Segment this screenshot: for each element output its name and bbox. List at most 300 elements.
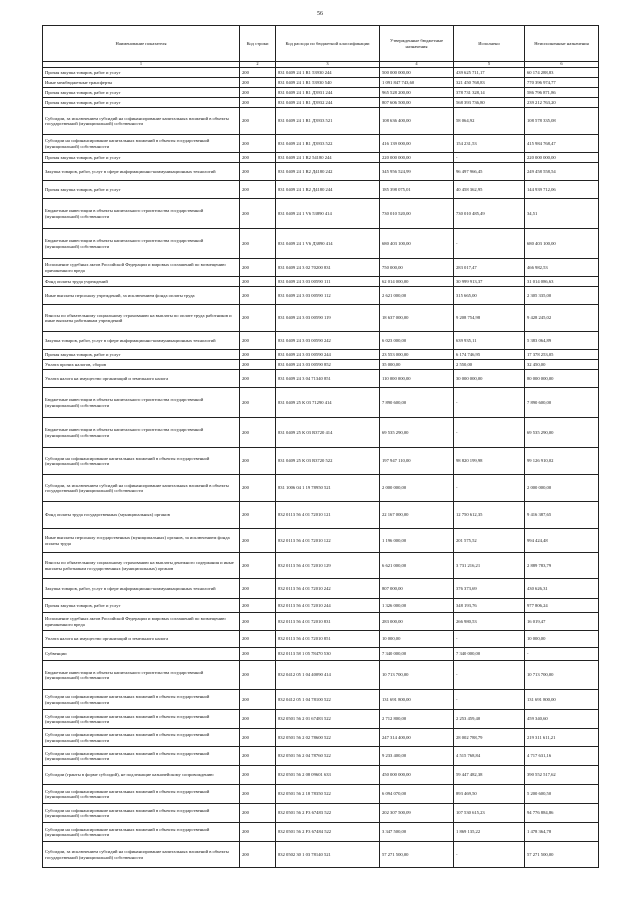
line-code-cell: 200 [240,388,276,418]
indicator-name-cell: Субсидии на софинансирование капитальных вложений в объекты государственной (муниципальной) собственности [43,448,240,475]
line-code-cell: 200 [240,88,276,98]
table-row [43,229,599,259]
expense-code-cell: 831 0409 24 1 R2 Д4180 244 [276,181,380,199]
table-row [43,287,599,305]
unexecuted-amount-cell: 2 889 783,79 [525,553,599,579]
indicator-name-cell: Бюджетные инвестиции в объекты капитального строительства государственной (муниципальной) собственности [43,418,240,448]
expense-code-cell: 831 0409 24 1 R2 Д4180 242 [276,163,380,181]
indicator-name-cell: Субсидии, за исключением субсидий на софинансирование капитальных вложений в объекты государственной (муниципальной) собственности [43,475,240,502]
executed-amount-cell: 12 750 612,35 [454,502,525,529]
line-code-cell: 200 [240,842,276,868]
table-row [43,690,599,710]
table-row [43,823,599,842]
line-code-cell: 200 [240,529,276,553]
approved-amount-cell: 283 000,00 [380,613,454,631]
indicator-name-cell: Субсидии на софинансирование капитальных вложений в объекты государственной (муниципальной) собственности [43,823,240,842]
expense-code-cell: 831 0409 24 3 03 00590 111 [276,277,380,287]
approved-amount-cell: 62 014 000,00 [380,277,454,287]
expense-code-cell: 831 0409 25 К 03 71290 414 [276,388,380,418]
unexecuted-amount-cell: 239 212 763,20 [525,98,599,108]
approved-amount-cell: 680 403 100,00 [380,229,454,259]
expense-code-cell: 831 0409 24 3 02 70200 831 [276,259,380,277]
unexecuted-amount-cell: 977 806,24 [525,599,599,613]
line-code-cell: 200 [240,259,276,277]
executed-amount-cell: 2 253 459,40 [454,710,525,729]
column-number: 2 [240,62,276,68]
unexecuted-amount-cell: 94 776 884,86 [525,804,599,823]
expense-code-cell: 832 0113 56 4 01 72010 831 [276,613,380,631]
line-code-cell: 200 [240,579,276,599]
table-row [43,277,599,287]
approved-amount-cell: 416 139 000,00 [380,135,454,153]
table-row [43,747,599,766]
line-code-cell: 200 [240,287,276,305]
approved-amount-cell: 2 712 800,00 [380,710,454,729]
table-row [43,475,599,502]
unexecuted-amount-cell: 10 000,00 [525,631,599,648]
approved-amount-cell: 220 000 000,00 [380,153,454,163]
unexecuted-amount-cell: 131 691 800,00 [525,690,599,710]
executed-amount-cell: 154 231,53 [454,135,525,153]
unexecuted-amount-cell: 994 424,48 [525,529,599,553]
unexecuted-amount-cell: 459 340,60 [525,710,599,729]
budget-execution-table [42,25,599,868]
line-code-cell: 200 [240,305,276,332]
indicator-name-cell: Субсидии на софинансирование капитальных вложений в объекты государственной (муниципальной) собственности [43,729,240,747]
unexecuted-amount-cell: 680 403 100,00 [525,229,599,259]
executed-amount-cell: 568 393 736,80 [454,98,525,108]
table-row [43,135,599,153]
line-code-cell: 200 [240,370,276,388]
expense-code-cell: 832 0501 56 2 01 67483 522 [276,710,380,729]
executed-amount-cell: 59 447 482,38 [454,766,525,785]
indicator-name-cell: Фонд оплаты труда государственных (муниципальных) органов [43,502,240,529]
table-row [43,766,599,785]
unexecuted-amount-cell: 390 552 517,62 [525,766,599,785]
line-code-cell: 200 [240,599,276,613]
executed-amount-cell: 9 208 754,98 [454,305,525,332]
table-row [43,370,599,388]
indicator-name-cell: Взносы по обязательному социальному страхованию на выплаты по оплате труда работников и иные выплаты работникам учреждений [43,305,240,332]
expense-code-cell: 831 0409 24 1 R1 Д3931 244 [276,88,380,98]
table-body [43,68,599,868]
table-row [43,579,599,599]
executed-amount-cell: - [454,631,525,648]
expense-code-cell: 832 0113 56 4 01 72010 242 [276,579,380,599]
line-code-cell: 200 [240,199,276,229]
table-row [43,360,599,370]
approved-amount-cell: 807 000,00 [380,579,454,599]
expense-code-cell: 832 0113 56 4 01 72010 851 [276,631,380,648]
indicator-name-cell: Субсидии на софинансирование капитальных вложений в объекты государственной (муниципальной) собственности [43,710,240,729]
unexecuted-amount-cell: 10 713 700,00 [525,661,599,690]
line-code-cell: 200 [240,108,276,135]
approved-amount-cell: 69 535 290,00 [380,418,454,448]
indicator-name-cell: Субсидии на софинансирование капитальных вложений в объекты государственной (муниципальной) собственности [43,747,240,766]
table-row [43,332,599,350]
indicator-name-cell: Уплата прочих налогов, сборов [43,360,240,370]
expense-code-cell: 831 0409 25 К 03 R3720 522 [276,448,380,475]
indicator-name-cell: Субсидии на софинансирование капитальных вложений в объекты государственной (муниципальной) собственности [43,785,240,804]
header-unexecuted: Неисполненные назначения [525,26,599,62]
executed-amount-cell: - [454,475,525,502]
expense-code-cell: 831 0409 24 1 R1 53930 244 [276,68,380,78]
indicator-name-cell: Закупка товаров, работ, услуг в сфере информационно-коммуникационных технологий [43,163,240,181]
executed-amount-cell: 283 017,47 [454,259,525,277]
line-code-cell: 200 [240,181,276,199]
executed-amount-cell: 321 450 768,83 [454,78,525,88]
indicator-name-cell: Исполнение судебных актов Российской Федерации и мировых соглашений по возмещению причиненного вреда [43,259,240,277]
expense-code-cell: 831 1006 04 1 19 78950 521 [276,475,380,502]
indicator-name-cell: Прочая закупка товаров, работ и услуг [43,68,240,78]
line-code-cell: 200 [240,135,276,153]
unexecuted-amount-cell: 415 984 768,47 [525,135,599,153]
indicator-name-cell: Уплата налога на имущество организаций и земельного налога [43,370,240,388]
executed-amount-cell: - [454,388,525,418]
indicator-name-cell: Фонд оплаты труда учреждений [43,277,240,287]
unexecuted-amount-cell: 586 796 871,86 [525,88,599,98]
approved-amount-cell: 1 196 000,00 [380,529,454,553]
unexecuted-amount-cell: 7 890 600,00 [525,388,599,418]
unexecuted-amount-cell: 60 174 288,83 [525,68,599,78]
indicator-name-cell: Прочая закупка товаров, работ и услуг [43,98,240,108]
line-code-cell: 200 [240,631,276,648]
approved-amount-cell: 202 307 500,09 [380,804,454,823]
indicator-name-cell: Бюджетные инвестиции в объекты капитального строительства государственной (муниципальной) собственности [43,199,240,229]
line-code-cell: 200 [240,78,276,88]
approved-amount-cell: 450 000 000,00 [380,766,454,785]
indicator-name-cell: Субсидии на софинансирование капитальных вложений в объекты государственной (муниципальной) собственности [43,804,240,823]
header-row [43,26,599,62]
executed-amount-cell: 639 935,11 [454,332,525,350]
expense-code-cell: 832 0113 56 4 01 72010 244 [276,599,380,613]
table-row [43,553,599,579]
approved-amount-cell: 7 890 600,00 [380,388,454,418]
line-code-cell: 200 [240,613,276,631]
approved-amount-cell: 110 000 000,00 [380,370,454,388]
line-code-cell: 200 [240,163,276,181]
table-row [43,108,599,135]
approved-amount-cell: 3 347 500,00 [380,823,454,842]
column-number: 1 [43,62,240,68]
indicator-name-cell: Исполнение судебных актов Российской Федерации и мировых соглашений по возмещению причиненного вреда [43,613,240,631]
indicator-name-cell: Бюджетные инвестиции в объекты капитального строительства государственной (муниципальной) собственности [43,229,240,259]
line-code-cell: 200 [240,747,276,766]
line-code-cell: 200 [240,68,276,78]
table-row [43,305,599,332]
header-line-code: Код строки [240,26,276,62]
line-code-cell: 200 [240,729,276,747]
indicator-name-cell: Закупка товаров, работ, услуг в сфере информационно-коммуникационных технологий [43,332,240,350]
unexecuted-amount-cell: 5 200 600,50 [525,785,599,804]
indicator-name-cell: Субсидии, за исключением субсидий на софинансирование капитальных вложений в объекты государственной (муниципальной) собственности [43,108,240,135]
header-indicator-name: Наименование показателя [43,26,240,62]
indicator-name-cell: Иные выплаты персоналу государственных (муниципальных) органов, за исключением фонда оплаты труда [43,529,240,553]
table-row [43,613,599,631]
line-code-cell: 200 [240,804,276,823]
table-row [43,98,599,108]
executed-amount-cell: 348 193,76 [454,599,525,613]
line-code-cell: 200 [240,229,276,259]
approved-amount-cell: 345 956 524,99 [380,163,454,181]
executed-amount-cell: 40 458 362,95 [454,181,525,199]
line-code-cell: 200 [240,360,276,370]
executed-amount-cell: - [454,842,525,868]
line-code-cell: 200 [240,153,276,163]
table-row [43,729,599,747]
expense-code-cell: 831 0409 24 3 03 00590 244 [276,350,380,360]
line-code-cell: 200 [240,448,276,475]
indicator-name-cell: Субсидии (гранты в форме субсидий), не подлежащие казначейскому сопровождению [43,766,240,785]
expense-code-cell: 832 0113 56 4 01 72010 129 [276,553,380,579]
table-row [43,448,599,475]
executed-amount-cell: - [454,418,525,448]
table-row [43,88,599,98]
table-row [43,631,599,648]
table-row [43,785,599,804]
line-code-cell: 200 [240,277,276,287]
executed-amount-cell: 7 340 000,00 [454,648,525,661]
unexecuted-amount-cell: 9 428 245,02 [525,305,599,332]
header-approved: Утвержденные бюджетные назначения [380,26,454,62]
executed-amount-cell: 893 469,50 [454,785,525,804]
table-row [43,648,599,661]
unexecuted-amount-cell: 1 478 364,78 [525,823,599,842]
indicator-name-cell: Прочая закупка товаров, работ и услуг [43,350,240,360]
approved-amount-cell: 2 621 000,00 [380,287,454,305]
line-code-cell: 200 [240,785,276,804]
unexecuted-amount-cell: 32 450,00 [525,360,599,370]
indicator-name-cell: Прочая закупка товаров, работ и услуг [43,181,240,199]
executed-amount-cell: 6 174 746,95 [454,350,525,360]
approved-amount-cell: 35 000,00 [380,360,454,370]
unexecuted-amount-cell: 17 378 253,05 [525,350,599,360]
unexecuted-amount-cell: 4 717 631,16 [525,747,599,766]
expense-code-cell: 831 0409 25 К 03 R3720 414 [276,418,380,448]
unexecuted-amount-cell: 5 383 064,89 [525,332,599,350]
table-row [43,804,599,823]
expense-code-cell: 832 0501 56 2 18 78350 522 [276,785,380,804]
table-row [43,181,599,199]
unexecuted-amount-cell: 34,51 [525,199,599,229]
unexecuted-amount-cell: 144 939 712,06 [525,181,599,199]
column-number: 5 [454,62,525,68]
indicator-name-cell: Субсидии, за исключением субсидий на софинансирование капитальных вложений в объекты государственной (муниципальной) собственности [43,842,240,868]
table-row [43,259,599,277]
line-code-cell: 200 [240,661,276,690]
indicator-name-cell: Взносы по обязательному социальному страхованию на выплаты денежного содержания и иные выплаты работникам государственных (муниципальных) органов [43,553,240,579]
table-row [43,529,599,553]
table-row [43,661,599,690]
table-row [43,710,599,729]
unexecuted-amount-cell: 80 000 000,00 [525,370,599,388]
line-code-cell: 200 [240,502,276,529]
expense-code-cell: 831 0409 24 1 V6 Д3890 414 [276,229,380,259]
line-code-cell: 200 [240,823,276,842]
executed-amount-cell: 2 550,00 [454,360,525,370]
line-code-cell: 200 [240,553,276,579]
unexecuted-amount-cell: 220 000 000,00 [525,153,599,163]
executed-amount-cell: - [454,229,525,259]
column-number: 3 [276,62,380,68]
table-row [43,78,599,88]
line-code-cell: 200 [240,710,276,729]
expense-code-cell: 831 0409 24 3 03 00590 852 [276,360,380,370]
approved-amount-cell: 9 233 400,00 [380,747,454,766]
expense-code-cell: 832 0501 56 2 02 78600 522 [276,729,380,747]
executed-amount-cell: 1 869 135,22 [454,823,525,842]
executed-amount-cell: 439 625 711,17 [454,68,525,78]
expense-code-cell: 832 0412 05 1 04 40090 414 [276,661,380,690]
unexecuted-amount-cell: 430 626,31 [525,579,599,599]
expense-code-cell: 831 0409 24 3 03 00590 242 [276,332,380,350]
approved-amount-cell: 57 271 500,00 [380,842,454,868]
table-row [43,163,599,181]
executed-amount-cell: 30 999 913,37 [454,277,525,287]
approved-amount-cell: 7 340 000,00 [380,648,454,661]
executed-amount-cell: 201 575,52 [454,529,525,553]
expense-code-cell: 831 0409 24 1 R2 54180 244 [276,153,380,163]
unexecuted-amount-cell: 219 311 611,21 [525,729,599,747]
approved-amount-cell: 1 091 847 743,60 [380,78,454,88]
approved-amount-cell: 500 000 000,00 [380,68,454,78]
expense-code-cell: 832 0113 58 1 05 78470 530 [276,648,380,661]
indicator-name-cell: Бюджетные инвестиции в объекты капитального строительства государственной (муниципальной) собственности [43,661,240,690]
indicator-name-cell: Прочая закупка товаров, работ и услуг [43,599,240,613]
header-expense-code: Код расхода по бюджетной классификации [276,26,380,62]
approved-amount-cell: 730 010 520,00 [380,199,454,229]
approved-amount-cell: 1 326 000,00 [380,599,454,613]
indicator-name-cell: Закупка товаров, работ, услуг в сфере информационно-коммуникационных технологий [43,579,240,599]
line-code-cell: 200 [240,766,276,785]
column-number: 4 [380,62,454,68]
executed-amount-cell: 376 373,69 [454,579,525,599]
page-number: 56 [317,11,323,17]
table-row [43,153,599,163]
line-code-cell: 200 [240,98,276,108]
expense-code-cell: 832 0113 56 4 01 72010 122 [276,529,380,553]
indicator-name-cell: Уплата налога на имущество организаций и земельного налога [43,631,240,648]
indicator-name-cell: Субсидии на софинансирование капитальных вложений в объекты государственной (муниципальной) собственности [43,690,240,710]
expense-code-cell: 831 0409 24 1 V6 53890 414 [276,199,380,229]
table-row [43,418,599,448]
expense-code-cell: 831 0409 24 1 R1 Д3933 521 [276,108,380,135]
unexecuted-amount-cell: - [525,648,599,661]
approved-amount-cell: 10 000,00 [380,631,454,648]
unexecuted-amount-cell: 16 019,47 [525,613,599,631]
unexecuted-amount-cell: 249 458 558,54 [525,163,599,181]
approved-amount-cell: 965 528 200,00 [380,88,454,98]
expense-code-cell: 832 0501 56 2 F3 67484 522 [276,823,380,842]
line-code-cell: 200 [240,350,276,360]
line-code-cell: 200 [240,418,276,448]
executed-amount-cell: 30 000 000,00 [454,370,525,388]
expense-code-cell: 831 0409 24 3 03 00590 119 [276,305,380,332]
approved-amount-cell: 108 636 400,00 [380,108,454,135]
expense-code-cell: 832 0502 30 1 03 78140 521 [276,842,380,868]
indicator-name-cell: Прочая закупка товаров, работ и услуг [43,88,240,98]
executed-amount-cell: - [454,690,525,710]
unexecuted-amount-cell: 466 982,53 [525,259,599,277]
executed-amount-cell: 3 731 216,21 [454,553,525,579]
unexecuted-amount-cell: 31 014 086,63 [525,277,599,287]
unexecuted-amount-cell: 770 396 974,77 [525,78,599,88]
table-row [43,68,599,78]
unexecuted-amount-cell: 108 578 335,08 [525,108,599,135]
approved-amount-cell: 750 000,00 [380,259,454,277]
expense-code-cell: 831 0409 24 3 03 00590 112 [276,287,380,305]
unexecuted-amount-cell: 57 271 500,00 [525,842,599,868]
executed-amount-cell: 266 980,53 [454,613,525,631]
expense-code-cell: 831 0409 24 1 R1 Д3932 244 [276,98,380,108]
approved-amount-cell: 10 713 700,00 [380,661,454,690]
executed-amount-cell: - [454,153,525,163]
line-code-cell: 200 [240,690,276,710]
executed-amount-cell: 315 665,00 [454,287,525,305]
indicator-name-cell: Субсидии на софинансирование капитальных вложений в объекты государственной (муниципальной) собственности [43,135,240,153]
table-row [43,842,599,868]
indicator-name-cell: Субвенции [43,648,240,661]
executed-amount-cell: 378 731 328,14 [454,88,525,98]
table-row [43,502,599,529]
executed-amount-cell: 96 497 966,45 [454,163,525,181]
line-code-cell: 200 [240,475,276,502]
expense-code-cell: 832 0113 56 4 01 72010 121 [276,502,380,529]
executed-amount-cell: 58 064,92 [454,108,525,135]
approved-amount-cell: 6 621 000,00 [380,553,454,579]
unexecuted-amount-cell: 2 305 335,00 [525,287,599,305]
executed-amount-cell: 107 530 615,23 [454,804,525,823]
expense-code-cell: 832 0501 56 2 04 78760 522 [276,747,380,766]
expense-code-cell: 832 0501 56 2 F3 67483 522 [276,804,380,823]
table-row [43,599,599,613]
executed-amount-cell: 4 515 768,84 [454,747,525,766]
approved-amount-cell: 18 637 000,00 [380,305,454,332]
indicator-name-cell: Прочая закупка товаров, работ и услуг [43,153,240,163]
table-row [43,199,599,229]
indicator-name-cell: Иные межбюджетные трансферты [43,78,240,88]
approved-amount-cell: 6 094 070,00 [380,785,454,804]
column-number: 6 [525,62,599,68]
expense-code-cell: 831 0409 24 3 04 71340 851 [276,370,380,388]
unexecuted-amount-cell: 69 535 290,00 [525,418,599,448]
approved-amount-cell: 185 398 075,01 [380,181,454,199]
executed-amount-cell: - [454,661,525,690]
approved-amount-cell: 197 947 110,00 [380,448,454,475]
line-code-cell: 200 [240,648,276,661]
expense-code-cell: 832 0501 56 2 08 09601 633 [276,766,380,785]
executed-amount-cell: 98 820 199,98 [454,448,525,475]
indicator-name-cell: Иные выплаты персоналу учреждений, за исключением фонда оплаты труда [43,287,240,305]
approved-amount-cell: 2 000 000,00 [380,475,454,502]
approved-amount-cell: 23 553 000,00 [380,350,454,360]
approved-amount-cell: 807 606 500,00 [380,98,454,108]
approved-amount-cell: 247 314 400,00 [380,729,454,747]
line-code-cell: 200 [240,332,276,350]
expense-code-cell: 831 0409 24 1 R1 Д3933 522 [276,135,380,153]
table-row [43,350,599,360]
expense-code-cell: 832 0412 05 1 04 78100 522 [276,690,380,710]
executed-amount-cell: 28 002 788,79 [454,729,525,747]
unexecuted-amount-cell: 9 416 387,65 [525,502,599,529]
indicator-name-cell: Бюджетные инвестиции в объекты капитального строительства государственной (муниципальной) собственности [43,388,240,418]
unexecuted-amount-cell: 99 126 910,02 [525,448,599,475]
unexecuted-amount-cell: 2 000 000,00 [525,475,599,502]
header-executed: Исполнено [454,26,525,62]
expense-code-cell: 831 0409 24 1 R1 53930 540 [276,78,380,88]
table-row [43,388,599,418]
executed-amount-cell: 730 010 485,49 [454,199,525,229]
